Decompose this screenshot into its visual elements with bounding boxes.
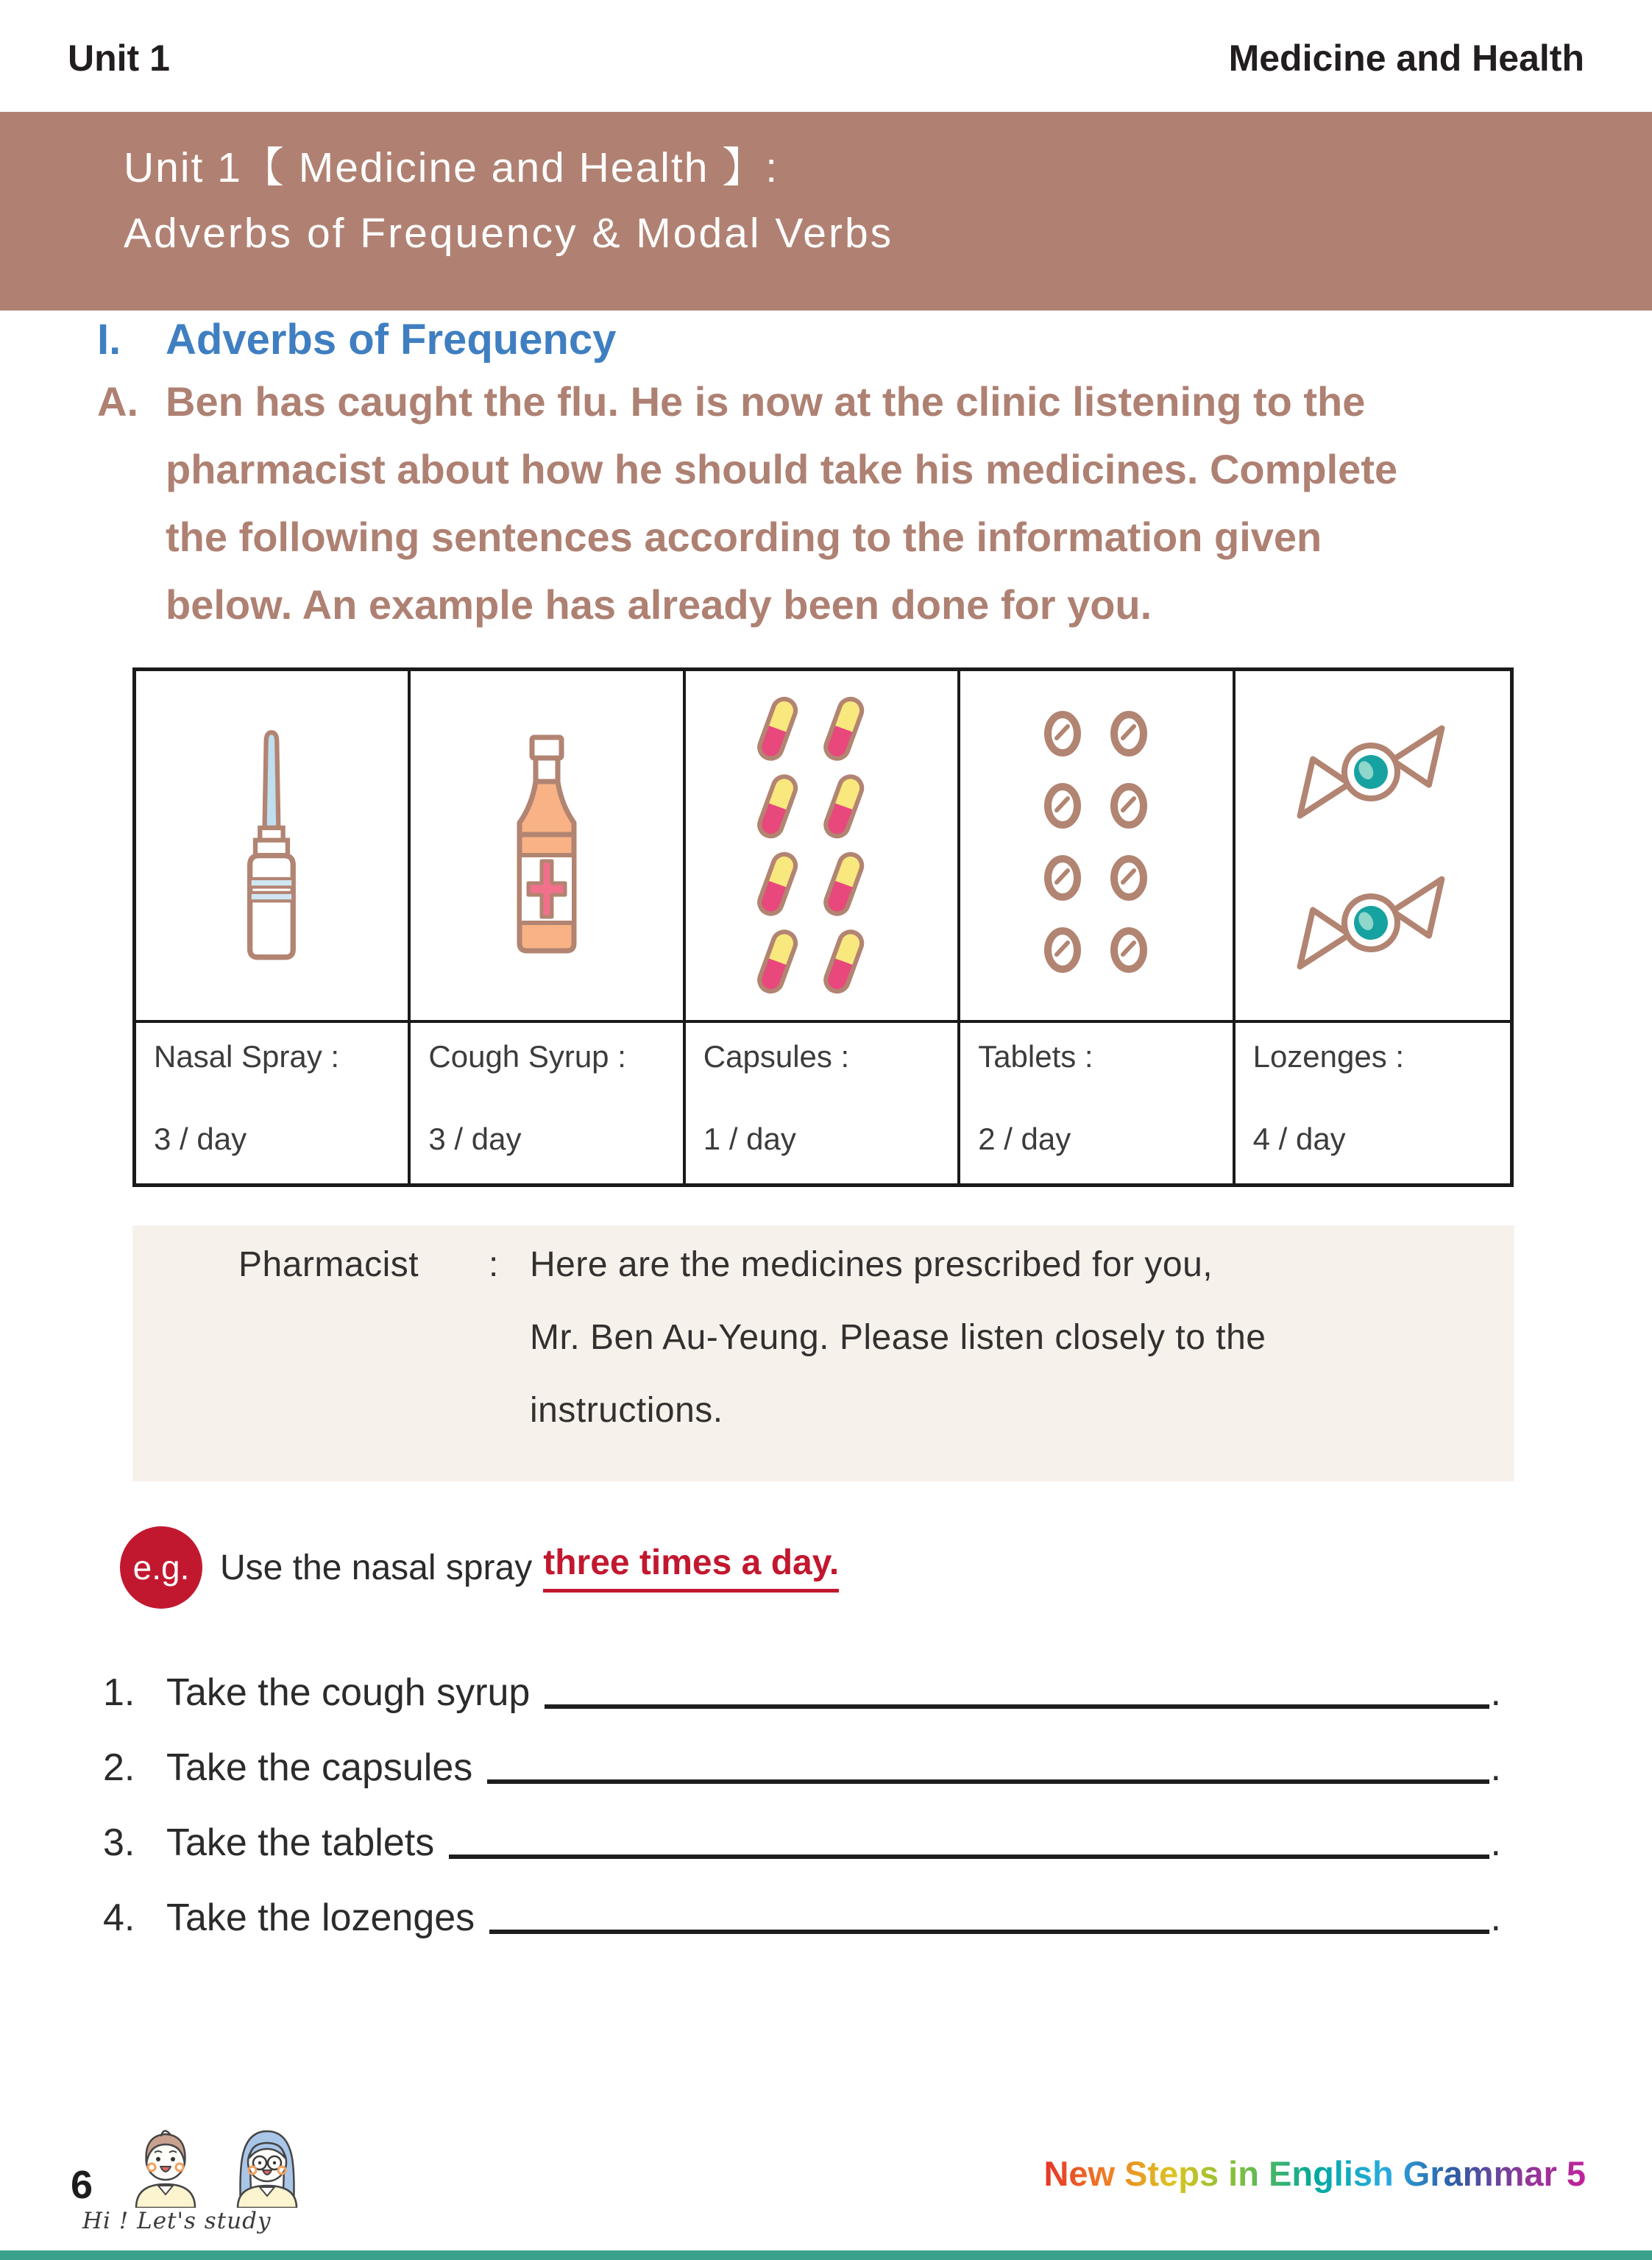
- dialogue-line: instructions.: [530, 1391, 723, 1430]
- answer-blank-line[interactable]: [449, 1855, 1489, 1859]
- unit-banner: [0, 112, 1652, 311]
- example-row: [120, 1526, 839, 1609]
- question-period: .: [1490, 1896, 1501, 1940]
- cough-syrup-icon: [492, 695, 602, 996]
- medicine-label-cell: [686, 1020, 960, 1183]
- series-title: New Steps in English Grammar 5: [1043, 2154, 1586, 2193]
- section-heading: [97, 315, 616, 364]
- dialogue-line: Mr. Ben Au-Yeung. Please listen closely to the: [530, 1318, 1266, 1357]
- medicine-label-cell: [411, 1020, 685, 1183]
- section-numeral: I.: [97, 316, 121, 364]
- question-number: 2.: [103, 1746, 135, 1790]
- task-text: [166, 368, 1397, 639]
- question-row: [103, 1897, 1501, 1938]
- answer-blank-line[interactable]: [545, 1704, 1489, 1709]
- question-prompt: Take the capsules: [166, 1746, 473, 1790]
- dialogue-speaker: Pharmacist: [238, 1245, 419, 1284]
- question-row: [103, 1822, 1501, 1863]
- medicine-name: Capsules :: [703, 1039, 850, 1074]
- medicine-dose: 3 / day: [154, 1122, 247, 1156]
- banner-title-line1: Unit 1【 Medicine and Health 】:: [124, 144, 779, 191]
- lozenges-icon: [1280, 691, 1464, 1000]
- medicine-label-cell: [136, 1020, 411, 1183]
- medicine-dose: 2 / day: [978, 1122, 1071, 1156]
- question-period: .: [1490, 1821, 1501, 1865]
- banner-title-line2: Adverbs of Frequency & Modal Verbs: [124, 210, 894, 257]
- tablets-cell: [960, 671, 1235, 1020]
- question-prompt: Take the lozenges: [166, 1896, 475, 1940]
- question-prompt: Take the tablets: [166, 1821, 435, 1865]
- medicine-name: Cough Syrup :: [428, 1039, 626, 1074]
- header-topic-label: Medicine and Health: [1228, 38, 1584, 79]
- cough-syrup-cell: [411, 671, 685, 1020]
- header-unit-label: Unit 1: [68, 38, 170, 79]
- tablets-icon: [1012, 698, 1181, 993]
- task-line: the following sentences according to the information given: [166, 514, 1322, 560]
- dialogue-line: Here are the medicines prescribed for you,: [530, 1245, 1213, 1284]
- mascots-illustration: [116, 2125, 316, 2208]
- nasal-spray-icon: [222, 695, 322, 996]
- pharmacist-dialogue-box: [132, 1225, 1514, 1481]
- bottom-accent-bar: [0, 2250, 1652, 2260]
- question-list: [103, 1672, 1501, 1972]
- capsules-cell: [686, 671, 960, 1020]
- answer-blank-line[interactable]: [487, 1779, 1489, 1784]
- medicine-label-cell: [960, 1020, 1235, 1183]
- example-answer: three times a day.: [543, 1542, 839, 1593]
- question-period: .: [1490, 1671, 1501, 1715]
- medicine-label-cell: [1236, 1020, 1510, 1183]
- question-prompt: Take the cough syrup: [166, 1671, 531, 1715]
- example-badge: e.g.: [120, 1526, 202, 1609]
- medicine-name: Lozenges :: [1252, 1039, 1405, 1074]
- page-number: 6: [71, 2163, 93, 2207]
- medicine-name: Nasal Spray :: [154, 1039, 340, 1074]
- nasal-spray-cell: [136, 671, 411, 1020]
- task-line: below. An example has already been done for you.: [166, 581, 1152, 628]
- medicine-dose: 4 / day: [1252, 1122, 1346, 1156]
- question-number: 3.: [103, 1821, 135, 1865]
- question-number: 1.: [103, 1671, 135, 1715]
- medicine-dose: 3 / day: [428, 1122, 522, 1156]
- example-sentence: Use the nasal spray: [220, 1548, 533, 1587]
- medicine-dose: 1 / day: [703, 1122, 796, 1156]
- capsules-icon: [729, 687, 913, 1004]
- question-period: .: [1490, 1746, 1501, 1790]
- section-title: Adverbs of Frequency: [166, 316, 617, 364]
- medicine-name: Tablets :: [978, 1039, 1093, 1074]
- question-row: [103, 1672, 1501, 1713]
- task-line: pharmacist about how he should take his medicines. Complete: [166, 446, 1398, 492]
- mascots-caption: Hi ! Let's study: [82, 2208, 272, 2234]
- medicine-table: [132, 667, 1514, 1187]
- task-line: Ben has caught the flu. He is now at the clinic listening to the: [166, 378, 1366, 425]
- question-row: [103, 1747, 1501, 1788]
- question-number: 4.: [103, 1896, 135, 1940]
- dialogue-colon: :: [489, 1245, 499, 1284]
- task-instructions: [97, 368, 1397, 639]
- lozenges-cell: [1236, 671, 1510, 1020]
- task-letter: A.: [97, 378, 138, 425]
- answer-blank-line[interactable]: [489, 1930, 1489, 1934]
